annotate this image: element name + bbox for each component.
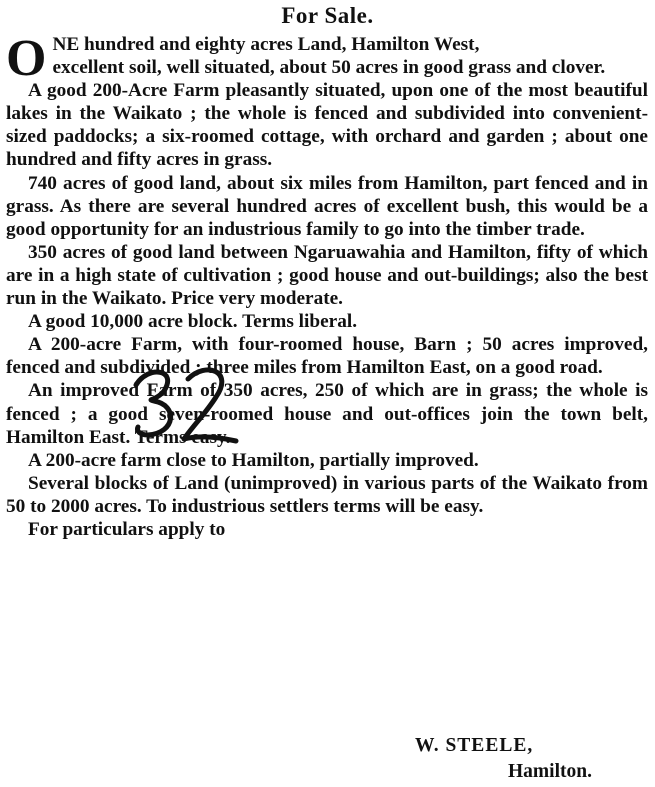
signature-name: W. STEELE, bbox=[415, 735, 534, 756]
paragraph-9: Several blocks of Land (unimproved) in various parts of the Waikato from 50 to 2000 acres. To industrious settlers terms will be easy. bbox=[6, 472, 648, 517]
paragraph-4: 350 acres of good land between Ngaruawahia and Hamilton, fifty of which are in a high state of cultivation ; good house and out-buildings; also the best run in the Waikato. Price very moderate. bbox=[6, 241, 648, 310]
paragraph-2: A good 200-Acre Farm pleasantly situated, upon one of the most beautiful lakes in the Waikato ; the whole is fenced and subdivided into convenient-sized paddocks; a six-roomed cottage, with orchard and garden ; about one hundred and fifty acres in grass. bbox=[6, 80, 648, 171]
paragraph-1-rest: excellent soil, well situated, about 50 acres in good grass and clover. bbox=[52, 57, 606, 79]
paragraph-1 bbox=[6, 30, 648, 87]
paragraph-8: A 200-acre farm close to Hamilton, partially improved. bbox=[28, 449, 479, 471]
paragraph-5: A good 10,000 acre block. Terms liberal. bbox=[28, 311, 358, 333]
ad-body bbox=[6, 30, 648, 541]
paragraph-6: A 200-acre Farm, with four-roomed house, Barn ; 50 acres improved, fenced and subdivided ; three miles from Hamilton East, on a good road. bbox=[6, 334, 648, 379]
paragraph-1-first-line: NE hundred and eighty acres Land, Hamilton West, bbox=[52, 34, 480, 55]
signature-place: Hamilton. bbox=[508, 761, 592, 782]
ad-title: For Sale. bbox=[281, 3, 374, 28]
paragraph-7: An improved Farm of 350 acres, 250 of which are in grass; the whole is fenced ; a good seven-roomed house and out-offices join the town belt, Hamilton East. Terms easy. bbox=[6, 380, 648, 448]
drop-cap: O bbox=[6, 30, 47, 87]
paragraph-3: 740 acres of good land, about six miles from Hamilton, part fenced and in grass. As there are several hundred acres of excellent bush, this would be a good opportunity for an industrious family to go into the timber trade. bbox=[6, 172, 648, 240]
contact-line: For particulars apply to bbox=[28, 518, 226, 540]
